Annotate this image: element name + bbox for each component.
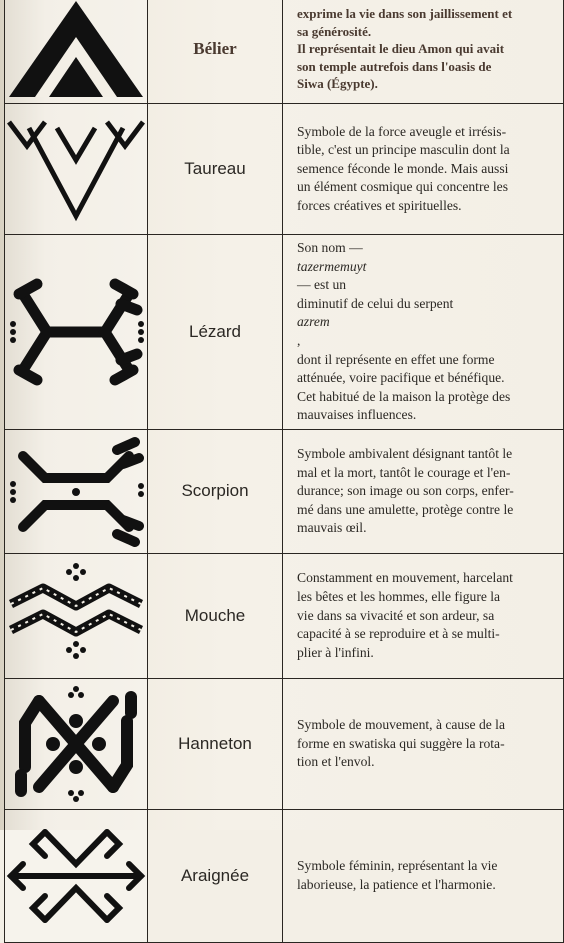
symbol-cell [5,553,148,678]
table-row [5,0,564,104]
description-line: exprime la vie dans son jaillissement et [297,6,513,22]
description-line: Symbole de la force aveugle et irrésis- [297,123,507,139]
symbol-name: Taureau [148,104,283,235]
symbol-name: Araignée [148,809,283,942]
symbol-cell [5,0,148,104]
table-row [5,104,564,235]
symbol-name: Hanneton [148,678,283,809]
symbol-description [283,235,564,430]
araignee-symbol-icon [5,814,147,938]
description-line: capacité à se reproduire et à se multi- [297,626,500,642]
symbol-description [283,104,564,235]
lezard-symbol-icon [5,270,147,394]
description-line: diminutif de celui du serpent azrem , [297,295,454,348]
symbol-cell [5,429,148,553]
table-row [5,809,564,942]
symbol-name: Scorpion [148,429,283,553]
symbol-description [283,0,564,104]
description-line: sa générosité. [297,23,372,39]
description-line: Son nom — tazermemuyt — est un [297,240,367,293]
mouche-symbol-icon [5,558,147,674]
description-line: Il représentait le dieu Amon qui avait [297,41,505,57]
description-line: Symbole ambivalent désignant tantôt le [297,445,513,461]
symbol-cell [5,235,148,430]
description-line: les bêtes et les hommes, elle figure la [297,589,501,605]
taureau-symbol-icon [5,108,147,230]
symbol-name: Bélier [148,0,283,104]
symbol-description [283,678,564,809]
description-line: Symbole de mouvement, à cause de la [297,717,505,733]
scorpion-symbol-icon [5,434,147,549]
symbol-table [4,0,564,943]
description-line: son temple autrefois dans l'oasis de [297,58,492,74]
belier-symbol-icon [5,0,147,99]
description-line: tion et l'envol. [297,754,375,770]
description-line: Constamment en mouvement, harcelant [297,570,513,586]
description-line: mauvaises influences. [297,407,417,423]
description-line: atténuée, voire pacifique et bénéfique. [297,370,505,386]
symbol-cell [5,809,148,942]
symbol-description [283,809,564,942]
description-line: semence féconde le monde. Mais aussi [297,160,509,176]
description-line: mauvais œil. [297,520,367,536]
description-line: un élément cosmique qui concentre les [297,179,509,195]
description-line: dont il représente en effet une forme [297,351,495,367]
description-line: tible, c'est un principe masculin dont la [297,142,510,158]
symbol-cell [5,678,148,809]
description-line: mal et la mort, tantôt le courage et l'en- [297,464,511,480]
symbol-name: Lézard [148,235,283,430]
symbol-name: Mouche [148,553,283,678]
description-line: forces créatives et spirituelles. [297,197,462,213]
description-line: Siwa (Égypte). [297,76,378,92]
description-line: Symbole féminin, représentant la vie [297,858,498,874]
description-line: forme en swatiska qui suggère la rota- [297,735,505,751]
symbol-description [283,429,564,553]
description-line: Cet habitué de la maison la protège des [297,388,511,404]
description-line: plier à l'infini. [297,644,374,660]
description-line: mé dans une amulette, protège contre le [297,501,514,517]
description-line: vie dans sa vivacité et son ardeur, sa [297,607,495,623]
table-row [5,429,564,553]
table-row [5,553,564,678]
symbol-cell [5,104,148,235]
symbol-description [283,553,564,678]
table-row [5,235,564,430]
description-line: laborieuse, la patience et l'harmonie. [297,876,496,892]
table-row [5,678,564,809]
description-line: durance; son image ou son corps, enfer- [297,483,514,499]
hanneton-symbol-icon [5,683,147,805]
